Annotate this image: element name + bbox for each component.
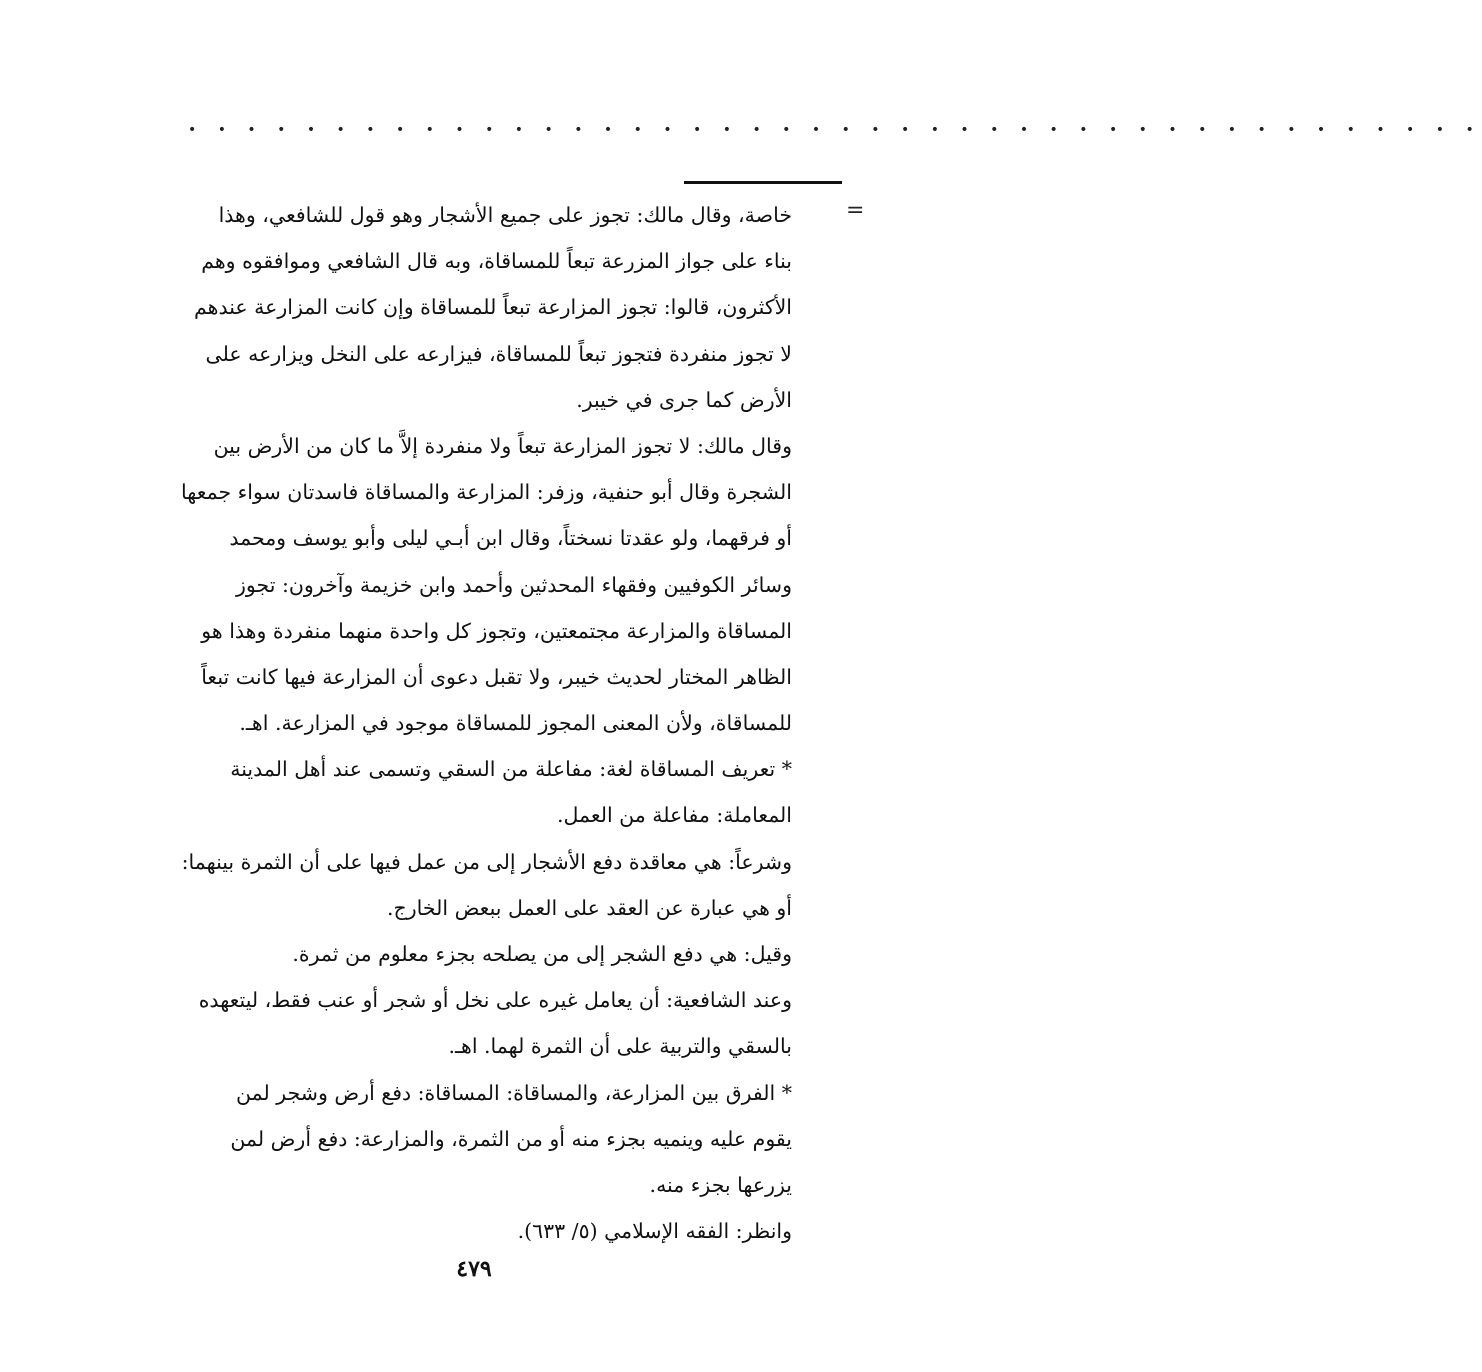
footnote-line: وسائر الكوفيين وفقهاء المحدثين وأحمد وابن خزيمة وآخرون: تجوز	[236, 572, 792, 597]
footnote-line: * تعريف المساقاة لغة: مفاعلة من السقي وتسمى عند أهل المدينة	[230, 757, 792, 782]
footnote-line: * الفرق بين المزارعة، والمساقاة: المساقاة: دفع أرض وشجر لمن	[236, 1080, 792, 1105]
footnote-line: للمساقاة، ولأن المعنى المجوز للمساقاة موجود في المزارعة. اهـ.	[239, 711, 792, 736]
footnote-line: يقوم عليه وينميه بجزء منه أو من الثمرة، والمزارعة: دفع أرض لمن	[230, 1126, 792, 1151]
footnote-line: أو هي عبارة عن العقد على العمل ببعض الخارج.	[386, 895, 792, 920]
footnote-line: الشجرة وقال أبو حنفية، وزفر: المزارعة والمساقاة فاسدتان سواء جمعها	[181, 480, 792, 505]
footnote-line: وعند الشافعية: أن يعامل غيره على نخل أو شجر أو عنب فقط، ليتعهده	[198, 988, 792, 1013]
footnote-line: وانظر: الفقه الإسلامي (٥/ ٦٣٣).	[517, 1219, 792, 1244]
footnote-line: بالسقي والتربية على أن الثمرة لهما. اهـ.	[448, 1034, 792, 1059]
footnote-separator-rule	[684, 181, 842, 184]
footnote-line: لا تجوز منفردة فتجوز تبعاً للمساقاة، فيزارعه على النخل ويزارعه على	[205, 341, 792, 366]
footnote-line: خاصة، وقال مالك: تجوز على جميع الأشجار وهو قول للشافعي، وهذا	[218, 203, 792, 227]
header-dotted-line: • • • • • • • • • • • • • • • • • • • • • • • • • • • • • • • • • • • • • • • • • • • •	[188, 122, 1482, 138]
footnote-line: المساقاة والمزارعة مجتمعتين، وتجوز كل واحدة منهما منفردة وهذا هو	[201, 618, 792, 643]
footnote-line: يزرعها بجزء منه.	[649, 1172, 792, 1197]
footnote-line: المعاملة: مفاعلة من العمل.	[556, 803, 792, 828]
page-number: ٤٧٩	[456, 1256, 492, 1282]
footnote-line: وقال مالك: لا تجوز المزارعة تبعاً ولا منفردة إلاَّ ما كان من الأرض بين	[213, 433, 792, 458]
footnote-line: وشرعاً: هي معاقدة دفع الأشجار إلى من عمل فيها على أن الثمرة بينهما:	[181, 849, 792, 874]
footnote-text-block	[168, 192, 792, 1254]
footnote-line: الظاهر المختار لحديث خيبر، ولا تقبل دعوى أن المزارعة فيها كانت تبعاً	[201, 664, 792, 689]
footnote-line: الأرض كما جرى في خيبر.	[576, 387, 792, 412]
footnote-line: الأكثرون، قالوا: تجوز المزارعة تبعاً للمساقاة وإن كانت المزارعة عندهم	[194, 295, 792, 320]
footnote-line: وقيل: هي دفع الشجر إلى من يصلحه بجزء معلوم من ثمرة.	[292, 942, 792, 966]
footnote-line: أو فرقهما، ولو عقدتا نسختاً، وقال ابن أبـي ليلى وأبو يوسف ومحمد	[229, 526, 792, 551]
footnote-continuation-mark: =	[846, 198, 865, 223]
footnote-line: بناء على جواز المزرعة تبعاً للمساقاة، وبه قال الشافعي وموافقوه وهم	[201, 249, 792, 274]
